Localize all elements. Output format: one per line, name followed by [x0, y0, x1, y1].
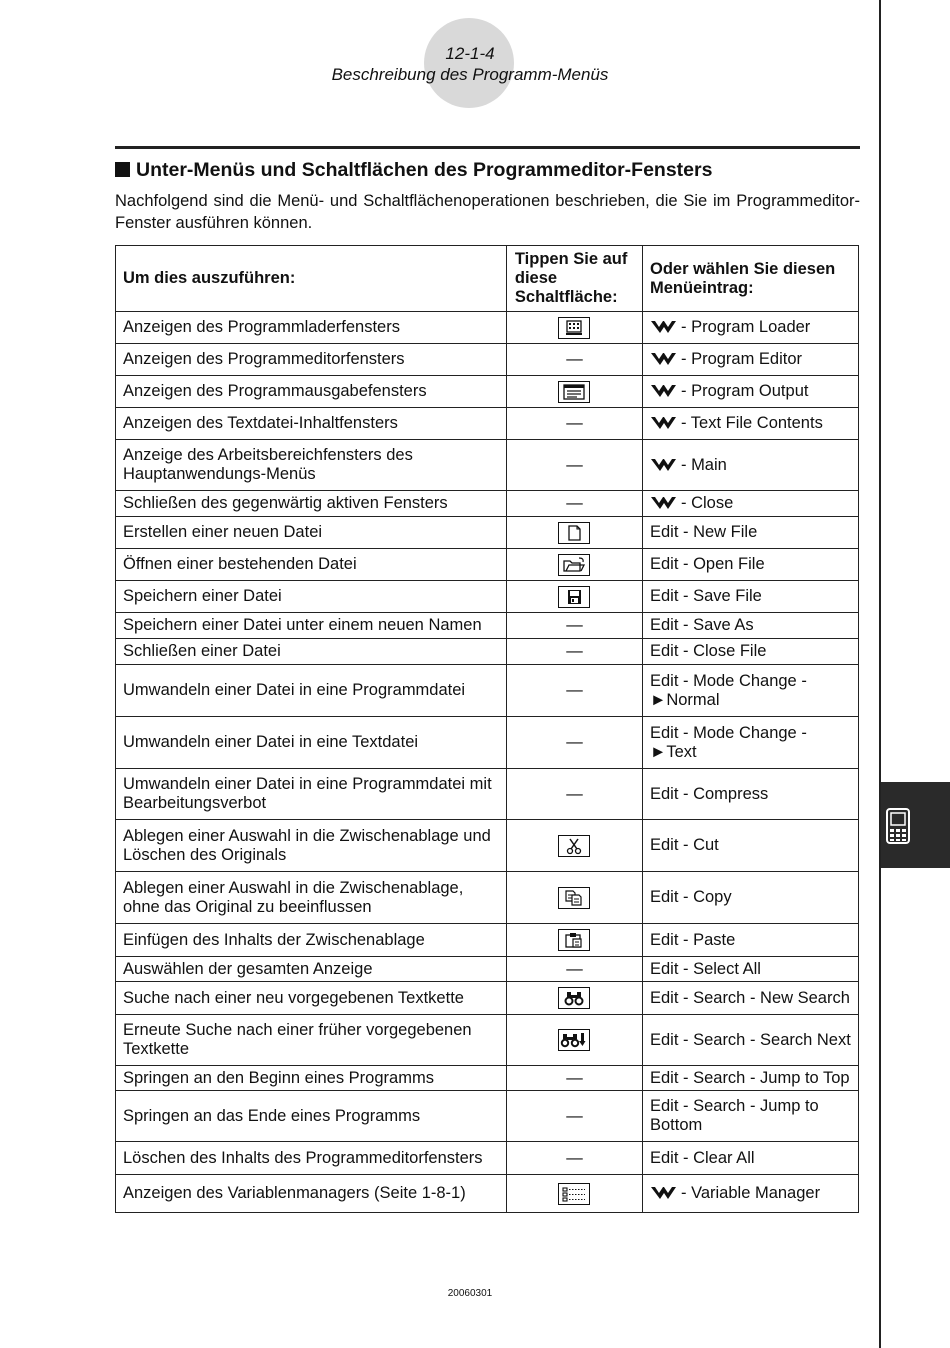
menu-entry: Edit - Select All	[649, 959, 761, 978]
table-row	[116, 820, 859, 872]
open-file-icon[interactable]	[558, 554, 590, 576]
menu-cell	[642, 924, 858, 957]
page-number: 12-1-4	[445, 44, 495, 63]
menu-icon	[650, 1186, 677, 1200]
menu-entry: Edit - Close File	[649, 642, 767, 660]
button-cell	[506, 613, 642, 639]
menu-cell	[642, 982, 858, 1015]
table-row	[116, 1091, 859, 1142]
intro-paragraph: Nachfolgend sind die Menü- und Schaltflächenoperationen beschrieben, die Sie im Programmeditor-Fenster ausführen können.	[115, 192, 860, 232]
menu-entry: - Variable Manager	[680, 1184, 821, 1202]
dash: —	[566, 414, 583, 432]
menu-entry: Edit - Paste	[649, 930, 736, 949]
dash: —	[566, 681, 583, 699]
button-cell	[506, 1066, 642, 1091]
menu-cell	[642, 1175, 858, 1213]
menu-icon	[650, 416, 677, 430]
table-row	[116, 639, 859, 665]
menu-cell	[642, 376, 858, 408]
menu-entry: - Text File Contents	[680, 414, 823, 432]
action-cell: Springen an das Ende eines Programms	[116, 1091, 507, 1142]
footer-code: 20060301	[447, 1288, 493, 1299]
menu-entry: Edit - Search - Jump to Bottom	[649, 1097, 819, 1134]
variable-manager-icon[interactable]	[558, 1183, 590, 1205]
button-cell	[506, 957, 642, 982]
table-row	[116, 581, 859, 613]
dash: —	[566, 350, 583, 368]
menu-entry: Edit - Open File	[649, 555, 765, 573]
button-cell	[506, 769, 642, 820]
button-cell	[506, 872, 642, 924]
action-cell: Anzeigen des Programmeditorfensters	[116, 344, 507, 376]
menu-cell	[642, 1091, 858, 1142]
action-cell: Ablegen einer Auswahl in die Zwischenablage, ohne das Original zu beeinflussen	[116, 872, 507, 924]
table-row	[116, 1015, 859, 1066]
menu-cell	[642, 491, 858, 517]
action-cell: Suche nach einer neu vorgegebenen Textkette	[116, 982, 507, 1015]
menu-entry: Edit - Mode Change - ►Text	[649, 723, 807, 761]
table-row	[116, 957, 859, 982]
header-col-menu: Oder wählen Sie diesen Menüeintrag:	[642, 246, 858, 312]
button-cell	[506, 1015, 642, 1066]
button-cell	[506, 581, 642, 613]
button-cell	[506, 924, 642, 957]
action-cell: Schließen einer Datei	[116, 639, 507, 665]
action-cell: Anzeige des Arbeitsbereichfensters des Hauptanwendungs-Menüs	[116, 440, 507, 491]
menu-cell	[642, 344, 858, 376]
dash: —	[566, 733, 583, 751]
dash: —	[566, 784, 583, 803]
menu-entry: Edit - Cut	[649, 836, 719, 854]
table-row	[116, 440, 859, 491]
menu-cell	[642, 312, 858, 344]
menu-entry: Edit - Search - Search Next	[649, 1030, 851, 1049]
menu-cell	[642, 408, 858, 440]
action-cell: Schließen des gegenwärtig aktiven Fensters	[116, 491, 507, 517]
menu-entry: Edit - Clear All	[649, 1148, 755, 1167]
menu-cell	[642, 1066, 858, 1091]
table-row	[116, 408, 859, 440]
menu-entry: Edit - Save As	[649, 616, 754, 634]
table-row	[116, 613, 859, 639]
dash: —	[566, 959, 583, 978]
search-next-icon[interactable]	[558, 1029, 590, 1051]
menu-entry: - Main	[680, 455, 727, 474]
menu-entry: - Program Editor	[680, 350, 803, 368]
menu-icon	[650, 458, 677, 472]
menu-table	[115, 245, 859, 1213]
search-icon[interactable]	[558, 987, 590, 1009]
menu-entry: Edit - Save File	[649, 587, 762, 605]
dash: —	[566, 616, 583, 634]
table-row	[116, 376, 859, 408]
table-row	[116, 549, 859, 581]
table-row	[116, 1066, 859, 1091]
action-cell: Umwandeln einer Datei in eine Programmdatei mit Bearbeitungsverbot	[116, 769, 507, 820]
table-row	[116, 312, 859, 344]
button-cell	[506, 665, 642, 717]
table-row	[116, 517, 859, 549]
section-rule	[115, 146, 860, 149]
header-col-button: Tippen Sie auf diese Schaltfläche:	[506, 246, 642, 312]
action-cell: Umwandeln einer Datei in eine Textdatei	[116, 717, 507, 769]
menu-cell	[642, 820, 858, 872]
action-cell: Speichern einer Datei unter einem neuen Namen	[116, 613, 507, 639]
action-cell: Erstellen einer neuen Datei	[116, 517, 507, 549]
menu-icon	[650, 320, 677, 334]
menu-cell	[642, 717, 858, 769]
button-cell	[506, 517, 642, 549]
table-row	[116, 665, 859, 717]
calculator-icon	[885, 808, 911, 844]
menu-entry: Edit - New File	[649, 523, 758, 541]
cut-icon[interactable]	[558, 835, 590, 857]
header-col-action: Um dies auszuführen:	[116, 246, 507, 312]
program-loader-icon[interactable]	[558, 317, 590, 339]
paste-icon[interactable]	[558, 929, 590, 951]
button-cell	[506, 982, 642, 1015]
table-row	[116, 491, 859, 517]
menu-entry: - Program Output	[680, 382, 809, 400]
button-cell	[506, 639, 642, 665]
new-file-icon[interactable]	[558, 522, 590, 544]
button-cell	[506, 1175, 642, 1213]
action-cell: Umwandeln einer Datei in eine Programmdatei	[116, 665, 507, 717]
action-cell: Anzeigen des Variablenmanagers (Seite 1-8-1)	[116, 1175, 507, 1213]
program-output-icon[interactable]	[558, 381, 590, 403]
dash: —	[566, 494, 583, 512]
table-row	[116, 717, 859, 769]
dash: —	[566, 455, 583, 474]
action-cell: Auswählen der gesamten Anzeige	[116, 957, 507, 982]
menu-entry: - Close	[680, 494, 734, 512]
menu-cell	[642, 1142, 858, 1175]
menu-icon	[650, 384, 677, 398]
action-cell: Ablegen einer Auswahl in die Zwischenablage und Löschen des Originals	[116, 820, 507, 872]
table-header-row	[116, 246, 859, 312]
menu-cell	[642, 639, 858, 665]
action-cell: Löschen des Inhalts des Programmeditorfensters	[116, 1142, 507, 1175]
menu-cell	[642, 440, 858, 491]
table-row	[116, 1142, 859, 1175]
section-heading: Unter-Menüs und Schaltflächen des Programmeditor-Fensters	[115, 159, 712, 182]
button-cell	[506, 1142, 642, 1175]
action-cell: Anzeigen des Programmausgabefensters	[116, 376, 507, 408]
menu-entry: Edit - Search - New Search	[649, 988, 850, 1007]
button-cell	[506, 312, 642, 344]
menu-entry: - Program Loader	[680, 318, 811, 336]
table-row	[116, 344, 859, 376]
dash: —	[566, 642, 583, 660]
action-cell: Anzeigen des Textdatei-Inhaltfensters	[116, 408, 507, 440]
table-row	[116, 1175, 859, 1213]
menu-entry: Edit - Mode Change - ►Normal	[649, 671, 807, 709]
table-row	[116, 769, 859, 820]
button-cell	[506, 491, 642, 517]
page-title: Beschreibung des Programm-Menüs	[331, 65, 609, 84]
action-cell: Öffnen einer bestehenden Datei	[116, 549, 507, 581]
dash: —	[566, 1148, 583, 1167]
menu-entry: Edit - Copy	[649, 888, 732, 906]
action-cell: Anzeigen des Programmladerfensters	[116, 312, 507, 344]
action-cell: Speichern einer Datei	[116, 581, 507, 613]
table-row	[116, 982, 859, 1015]
menu-cell	[642, 1015, 858, 1066]
button-cell	[506, 344, 642, 376]
menu-cell	[642, 517, 858, 549]
menu-cell	[642, 613, 858, 639]
action-cell: Springen an den Beginn eines Programms	[116, 1066, 507, 1091]
button-cell	[506, 376, 642, 408]
menu-entry: Edit - Compress	[649, 784, 769, 803]
dash: —	[566, 1068, 583, 1087]
menu-cell	[642, 957, 858, 982]
dash: —	[566, 1106, 583, 1125]
save-file-icon[interactable]	[558, 586, 590, 608]
button-cell	[506, 820, 642, 872]
button-cell	[506, 408, 642, 440]
menu-cell	[642, 581, 858, 613]
menu-cell	[642, 769, 858, 820]
page-edge-line	[879, 0, 881, 1348]
square-bullet-icon	[115, 162, 130, 177]
menu-cell	[642, 549, 858, 581]
menu-entry: Edit - Search - Jump to Top	[649, 1068, 850, 1087]
action-cell: Erneute Suche nach einer früher vorgegebenen Textkette	[116, 1015, 507, 1066]
button-cell	[506, 717, 642, 769]
action-cell: Einfügen des Inhalts der Zwischenablage	[116, 924, 507, 957]
button-cell	[506, 440, 642, 491]
chapter-tab	[881, 782, 950, 868]
menu-cell	[642, 872, 858, 924]
table-row	[116, 924, 859, 957]
button-cell	[506, 549, 642, 581]
menu-icon	[650, 496, 677, 510]
table-row	[116, 872, 859, 924]
menu-cell	[642, 665, 858, 717]
copy-icon[interactable]	[558, 887, 590, 909]
menu-icon	[650, 352, 677, 366]
button-cell	[506, 1091, 642, 1142]
